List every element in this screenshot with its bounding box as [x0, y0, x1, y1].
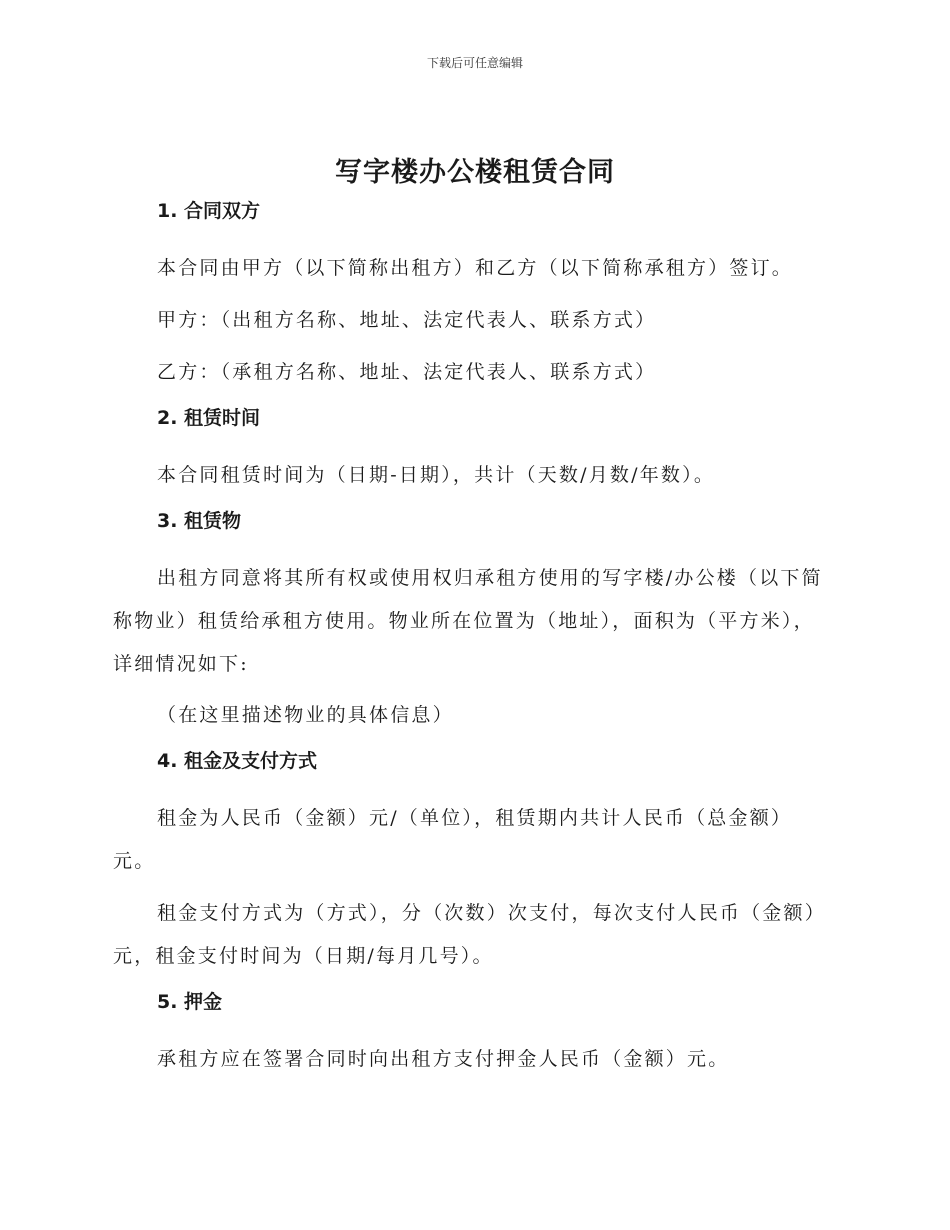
section-heading-leased-property: 3. 租赁物: [157, 510, 242, 532]
paragraph-party-b: 乙方：（承租方名称、地址、法定代表人、联系方式）: [157, 361, 657, 383]
section-heading-rent-payment: 4. 租金及支付方式: [157, 750, 318, 772]
paragraph-property-description: 出租方同意将其所有权或使用权归承租方使用的写字楼/办公楼（以下简称物业）租赁给承租方使用。物业所在位置为（地址），面积为（平方米），详细情况如下:: [113, 567, 823, 675]
paragraph-deposit: 承租方应在签署合同时向出租方支付押金人民币（金额）元。: [157, 1048, 730, 1070]
paragraph-party-a: 甲方：（出租方名称、地址、法定代表人、联系方式）: [157, 309, 657, 331]
document-title: 写字楼办公楼租赁合同: [335, 157, 615, 188]
section-heading-parties: 1. 合同双方: [157, 200, 261, 222]
section-heading-deposit: 5. 押金: [157, 991, 223, 1013]
header-note: 下载后可任意编辑: [426, 56, 523, 70]
section-heading-lease-term: 2. 租赁时间: [157, 407, 261, 429]
paragraph-lease-term: 本合同租赁时间为（日期-日期），共计（天数/月数/年数）。: [157, 464, 716, 486]
document-body: [113, 196, 825, 1081]
paragraph-payment-method: 租金支付方式为（方式），分（次数）次支付，每次支付人民币（金额）元，租金支付时间为（日期/每月几号）。: [113, 902, 817, 967]
paragraph-rent-amount: 租金为人民币（金额）元/（单位），租赁期内共计人民币（总金额）元。: [113, 807, 793, 872]
paragraph-property-details: （在这里描述物业的具体信息）: [157, 704, 454, 726]
paragraph-parties-intro: 本合同由甲方（以下简称出租方）和乙方（以下简称承租方）签订。: [157, 257, 794, 279]
